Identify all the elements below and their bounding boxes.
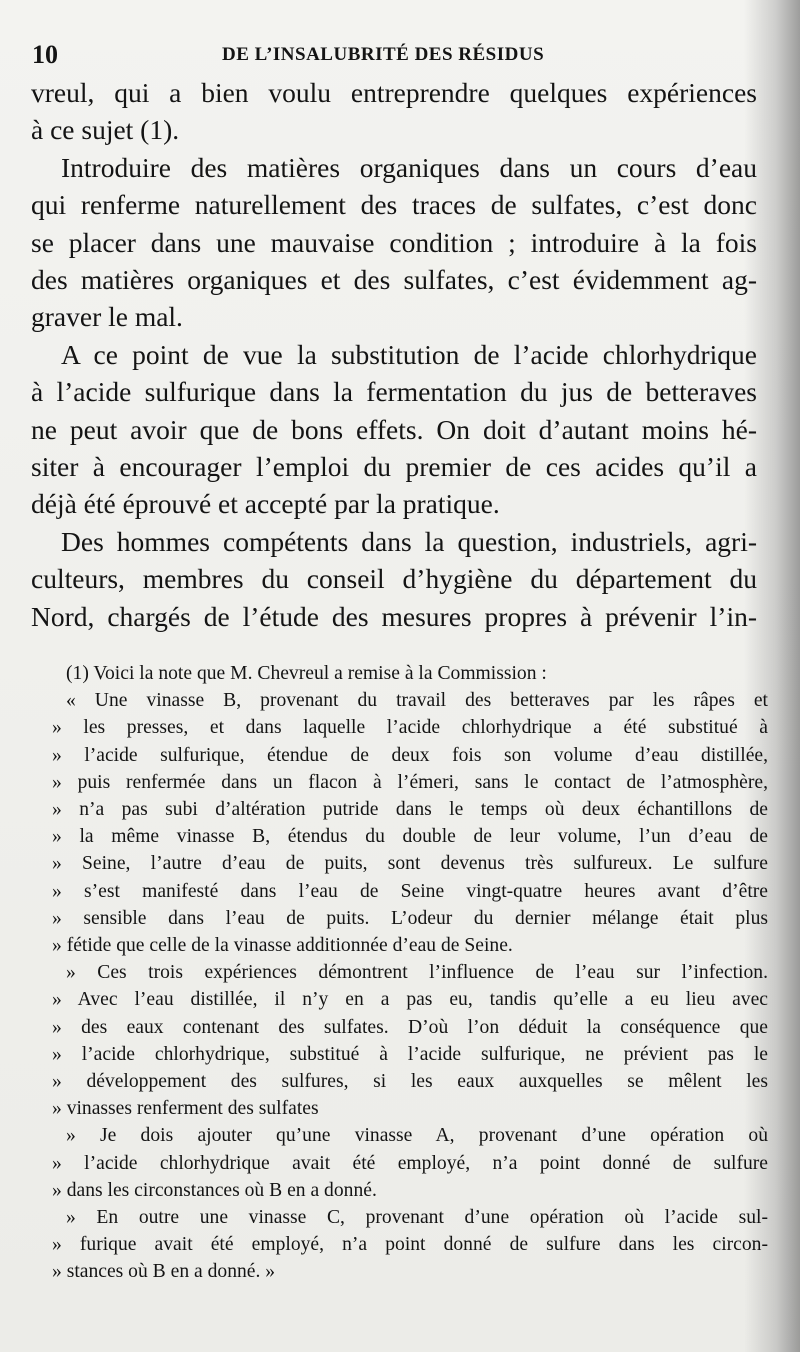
footnote-line: » Avec l’eau distillée, il n’y en a pas eu, tandis qu’elle a eu lieu avec	[52, 989, 768, 1011]
footnote-line: » sensible dans l’eau de puits. L’odeur du dernier mélange était plus	[52, 907, 768, 929]
page-header	[32, 40, 772, 70]
text-line: qui renferme naturellement des traces de sulfates, c’est donc	[31, 189, 757, 221]
footnote	[52, 660, 768, 1286]
text-line: des matières organiques et des sulfates, c’est évidemment ag-	[31, 264, 757, 296]
paragraph	[31, 336, 757, 523]
footnote-line: » En outre une vinasse C, provenant d’une opération où l’acide sul-	[66, 1207, 768, 1229]
text-line: à l’acide sulfurique dans la fermentation du jus de betteraves	[31, 376, 757, 408]
footnote-line: » des eaux contenant des sulfates. D’où l’on déduit la conséquence que	[52, 1016, 768, 1038]
text-line: se placer dans une mauvaise condition ; introduire à la fois	[31, 226, 757, 258]
footnote-line: » la même vinasse B, étendus du double de leur volume, l’un d’eau de	[52, 826, 768, 848]
paragraph	[31, 523, 757, 635]
footnote-line: » fétide que celle de la vinasse additionnée d’eau de Seine.	[52, 935, 513, 957]
text-line: culteurs, membres du conseil d’hygiène du département du	[31, 563, 757, 595]
footnote-line: » l’acide chlorhydrique avait été employé, n’a point donné de sulfure	[52, 1152, 768, 1174]
paragraph	[31, 74, 757, 149]
footnote-line: « Une vinasse B, provenant du travail des betteraves par les râpes et	[66, 690, 768, 712]
text-line: ne peut avoir que de bons effets. On doit d’autant moins hé-	[31, 413, 757, 445]
text-line: siter à encourager l’emploi du premier de ces acides qu’il a	[31, 451, 757, 483]
text-line: vreul, qui a bien voulu entreprendre quelques expériences	[31, 77, 757, 108]
text-line: déjà été éprouvé et accepté par la pratique.	[31, 488, 500, 520]
running-title: DE L’INSALUBRITÉ DES RÉSIDUS	[222, 44, 545, 65]
footnote-line: » s’est manifesté dans l’eau de Seine vingt-quatre heures avant d’être	[52, 880, 768, 902]
footnote-line: » dans les circonstances où B en a donné.	[52, 1179, 377, 1201]
footnote-line: » vinasses renferment des sulfates	[52, 1098, 319, 1120]
footnote-line: » Seine, l’autre d’eau de puits, sont devenus très sulfureux. Le sulfure	[52, 853, 768, 875]
footnote-intro	[52, 660, 768, 687]
text-line: graver le mal.	[31, 301, 183, 333]
footnote-line: » développement des sulfures, si les eaux auxquelles se mêlent les	[52, 1071, 768, 1093]
text-line: A ce point de vue la substitution de l’acide chlorhydrique	[61, 338, 757, 370]
text-line: Des hommes compétents dans la question, industriels, agri-	[61, 525, 757, 557]
footnote-quote	[52, 687, 768, 1285]
footnote-line: » les presses, et dans laquelle l’acide chlorhydrique a été substitué à	[52, 717, 768, 739]
paragraph	[31, 149, 757, 336]
footnote-line: (1) Voici la note que M. Chevreul a remise à la Commission :	[66, 663, 547, 684]
footnote-line: » Ces trois expériences démontrent l’influence de l’eau sur l’infection.	[66, 962, 768, 984]
text-line: Introduire des matières organiques dans un cours d’eau	[61, 151, 757, 183]
footnote-line: » l’acide sulfurique, étendue de deux fois son volume d’eau distillée,	[52, 744, 768, 766]
main-text	[31, 74, 757, 635]
footnote-line: » puis renfermée dans un flacon à l’émeri, sans le contact de l’atmosphère,	[52, 771, 768, 793]
page-number: 10	[32, 40, 58, 69]
footnote-line: » stances où B en a donné. »	[52, 1261, 276, 1283]
footnote-line: » Je dois ajouter qu’une vinasse A, provenant d’une opération où	[66, 1125, 768, 1147]
text-line: Nord, chargés de l’étude des mesures propres à prévenir l’in-	[31, 600, 757, 632]
footnote-line: » furique avait été employé, n’a point donné de sulfure dans les circon-	[52, 1234, 768, 1256]
footnote-line: » l’acide chlorhydrique, substitué à l’acide sulfurique, ne prévient pas le	[52, 1043, 768, 1065]
footnote-line: » n’a pas subi d’altération putride dans le temps où deux échantillons de	[52, 799, 768, 821]
text-line: à ce sujet (1).	[31, 114, 180, 146]
